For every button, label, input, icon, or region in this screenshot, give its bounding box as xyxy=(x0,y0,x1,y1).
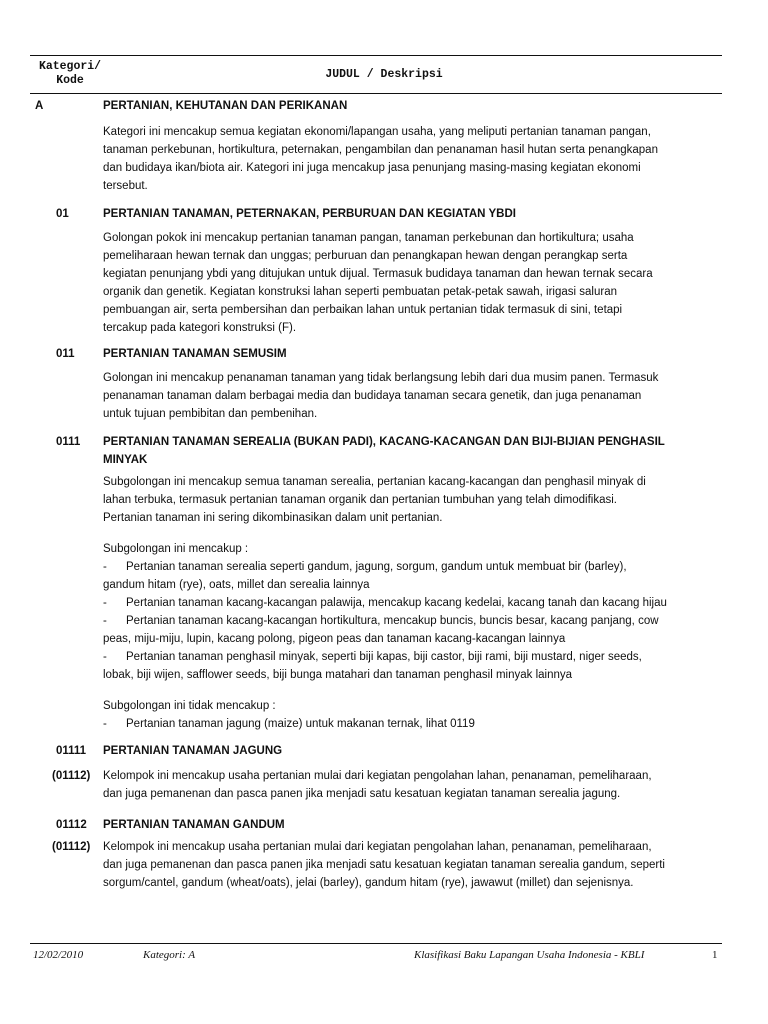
section-description xyxy=(103,838,733,892)
section-title: PERTANIAN TANAMAN SEMUSIM xyxy=(103,348,287,360)
title-line: PERTANIAN TANAMAN SEREALIA (BUKAN PADI), KACANG-KACANGAN DAN BIJI-BIJIAN PENGHASIL xyxy=(103,436,665,448)
desc-line: - Pertanian tanaman jagung (maize) untuk makanan ternak, lihat 0119 xyxy=(103,718,475,730)
desc-line: untuk tujuan pembibitan dan pembenihan. xyxy=(103,408,318,420)
desc-line xyxy=(103,527,733,540)
section-description xyxy=(103,369,733,423)
section-title xyxy=(103,433,733,469)
desc-line: Kelompok ini mencakup usaha pertanian mulai dari kegiatan pengolahan lahan, penanaman, pemeliharaan, xyxy=(103,770,652,782)
desc-line: Subgolongan ini mencakup : xyxy=(103,543,249,555)
desc-line: peas, miju-miju, lupin, kacang polong, pigeon peas dan tanaman kacang-kacangan lainnya xyxy=(103,633,566,645)
footer-page-number: 1 xyxy=(712,949,718,961)
desc-line: Golongan pokok ini mencakup pertanian tanaman pangan, tanaman perkebunan dan hortikultura; usaha xyxy=(103,232,634,244)
desc-line: Subgolongan ini mencakup semua tanaman serealia, pertanian kacang-kacangan dan penghasil minyak di xyxy=(103,476,646,488)
desc-line: pembuangan air, serta pembersihan dan perbaikan lahan untuk pertanian tidak termasuk di sini, tetapi xyxy=(103,304,623,316)
section-description xyxy=(103,229,733,337)
desc-line: sorgum/cantel, gandum (wheat/oats), jelai (barley), gandum hitam (rye), jawawut (millet) dan sejenisnya. xyxy=(103,877,634,889)
desc-line: lahan terbuka, termasuk pertanian tanaman organik dan pertanian tumbuhan yang telah dimodifikasi. xyxy=(103,494,617,506)
kode-label: Kode xyxy=(56,74,84,87)
desc-line: tersebut. xyxy=(103,180,148,192)
section-description xyxy=(103,473,733,733)
desc-line: tanaman perkebunan, hortikultura, peternakan, pengambilan dan penanaman hasil hutan serta penangkapan xyxy=(103,144,658,156)
footer-kategori: Kategori: A xyxy=(143,949,196,961)
judul-deskripsi-header: JUDUL / Deskripsi xyxy=(325,68,443,81)
footer-title: Klasifikasi Baku Lapangan Usaha Indonesia - KBLI xyxy=(414,949,645,961)
desc-line: - Pertanian tanaman penghasil minyak, seperti biji kapas, biji castor, biji rami, biji mustard, niger seeds, xyxy=(103,651,642,663)
section-code: 0111 xyxy=(56,436,81,448)
desc-line: dan juga pemanenan dan pasca panen jika menjadi satu kesatuan kegiatan tanaman serealia jagung. xyxy=(103,788,621,800)
section-code: 011 xyxy=(56,348,75,360)
desc-line: gandum hitam (rye), oats, millet dan serealia lainnya xyxy=(103,579,370,591)
desc-line: - Pertanian tanaman serealia seperti gandum, jagung, sorgum, gandum untuk membuat bir (barley), xyxy=(103,561,627,573)
section-code: 01112 xyxy=(56,819,87,831)
desc-line: Pertanian tanaman ini sering dikombinasikan dalam unit pertanian. xyxy=(103,512,443,524)
desc-line: penanaman tanaman dalam berbagai media dan budidaya tanaman secara genetik, dan juga penanaman xyxy=(103,390,642,402)
section-code: 01111 xyxy=(56,745,87,757)
section-sub-code: (01112) xyxy=(52,841,91,853)
footer-rule xyxy=(30,943,722,944)
desc-line: - Pertanian tanaman kacang-kacangan palawija, mencakup kacang kedelai, kacang tanah dan kacang hijau xyxy=(103,597,667,609)
desc-line: organik dan genetik. Kegiatan konstruksi lahan seperti pembuatan petak-petak sawah, irigasi saluran xyxy=(103,286,617,298)
section-title: PERTANIAN, KEHUTANAN DAN PERIKANAN xyxy=(103,100,348,112)
desc-line: lobak, biji wijen, safflower seeds, biji bunga matahari dan tanaman penghasil minyak lainnya xyxy=(103,669,573,681)
desc-line: kegiatan penunjang ybdi yang ditujukan untuk dijual. Termasuk budidaya tanaman dan hewan ternak secara xyxy=(103,268,653,280)
desc-line: tercakup pada kategori konstruksi (F). xyxy=(103,322,297,334)
footer-date: 12/02/2010 xyxy=(33,949,84,961)
section-description xyxy=(103,123,733,195)
desc-line: - Pertanian tanaman kacang-kacangan hortikultura, mencakup buncis, buncis besar, kacang panjang, cow xyxy=(103,615,659,627)
section-title: PERTANIAN TANAMAN GANDUM xyxy=(103,819,285,831)
desc-line: Kategori ini mencakup semua kegiatan ekonomi/lapangan usaha, yang meliputi pertanian tanaman pangan, xyxy=(103,126,651,138)
desc-line xyxy=(103,684,733,697)
desc-line: Kelompok ini mencakup usaha pertanian mulai dari kegiatan pengolahan lahan, penanaman, pemeliharaan, xyxy=(103,841,652,853)
desc-line: Subgolongan ini tidak mencakup : xyxy=(103,700,276,712)
desc-line: dan juga pemanenan dan pasca panen jika menjadi satu kesatuan kegiatan tanaman serealia gandum, seperti xyxy=(103,859,665,871)
section-title: PERTANIAN TANAMAN JAGUNG xyxy=(103,745,283,757)
section-sub-code: (01112) xyxy=(52,770,91,782)
header-bottom-rule xyxy=(30,93,722,94)
section-code: A xyxy=(35,100,44,112)
desc-line: pemeliharaan hewan ternak dan unggas; perburuan dan penangkapan hewan dengan perangkap serta xyxy=(103,250,628,262)
section-title: PERTANIAN TANAMAN, PETERNAKAN, PERBURUAN DAN KEGIATAN YBDI xyxy=(103,208,516,220)
header-top-rule xyxy=(30,55,722,56)
desc-line: Golongan ini mencakup penanaman tanaman yang tidak berlangsung lebih dari dua musim panen. Termasuk xyxy=(103,372,659,384)
kategori-label: Kategori/ xyxy=(38,60,102,73)
section-code: 01 xyxy=(56,208,69,220)
desc-line: dan budidaya ikan/biota air. Kategori ini juga mencakup jasa penunjang masing-masing kegiatan ekonomi xyxy=(103,162,641,174)
section-description xyxy=(103,767,733,803)
title-line: MINYAK xyxy=(103,454,148,466)
